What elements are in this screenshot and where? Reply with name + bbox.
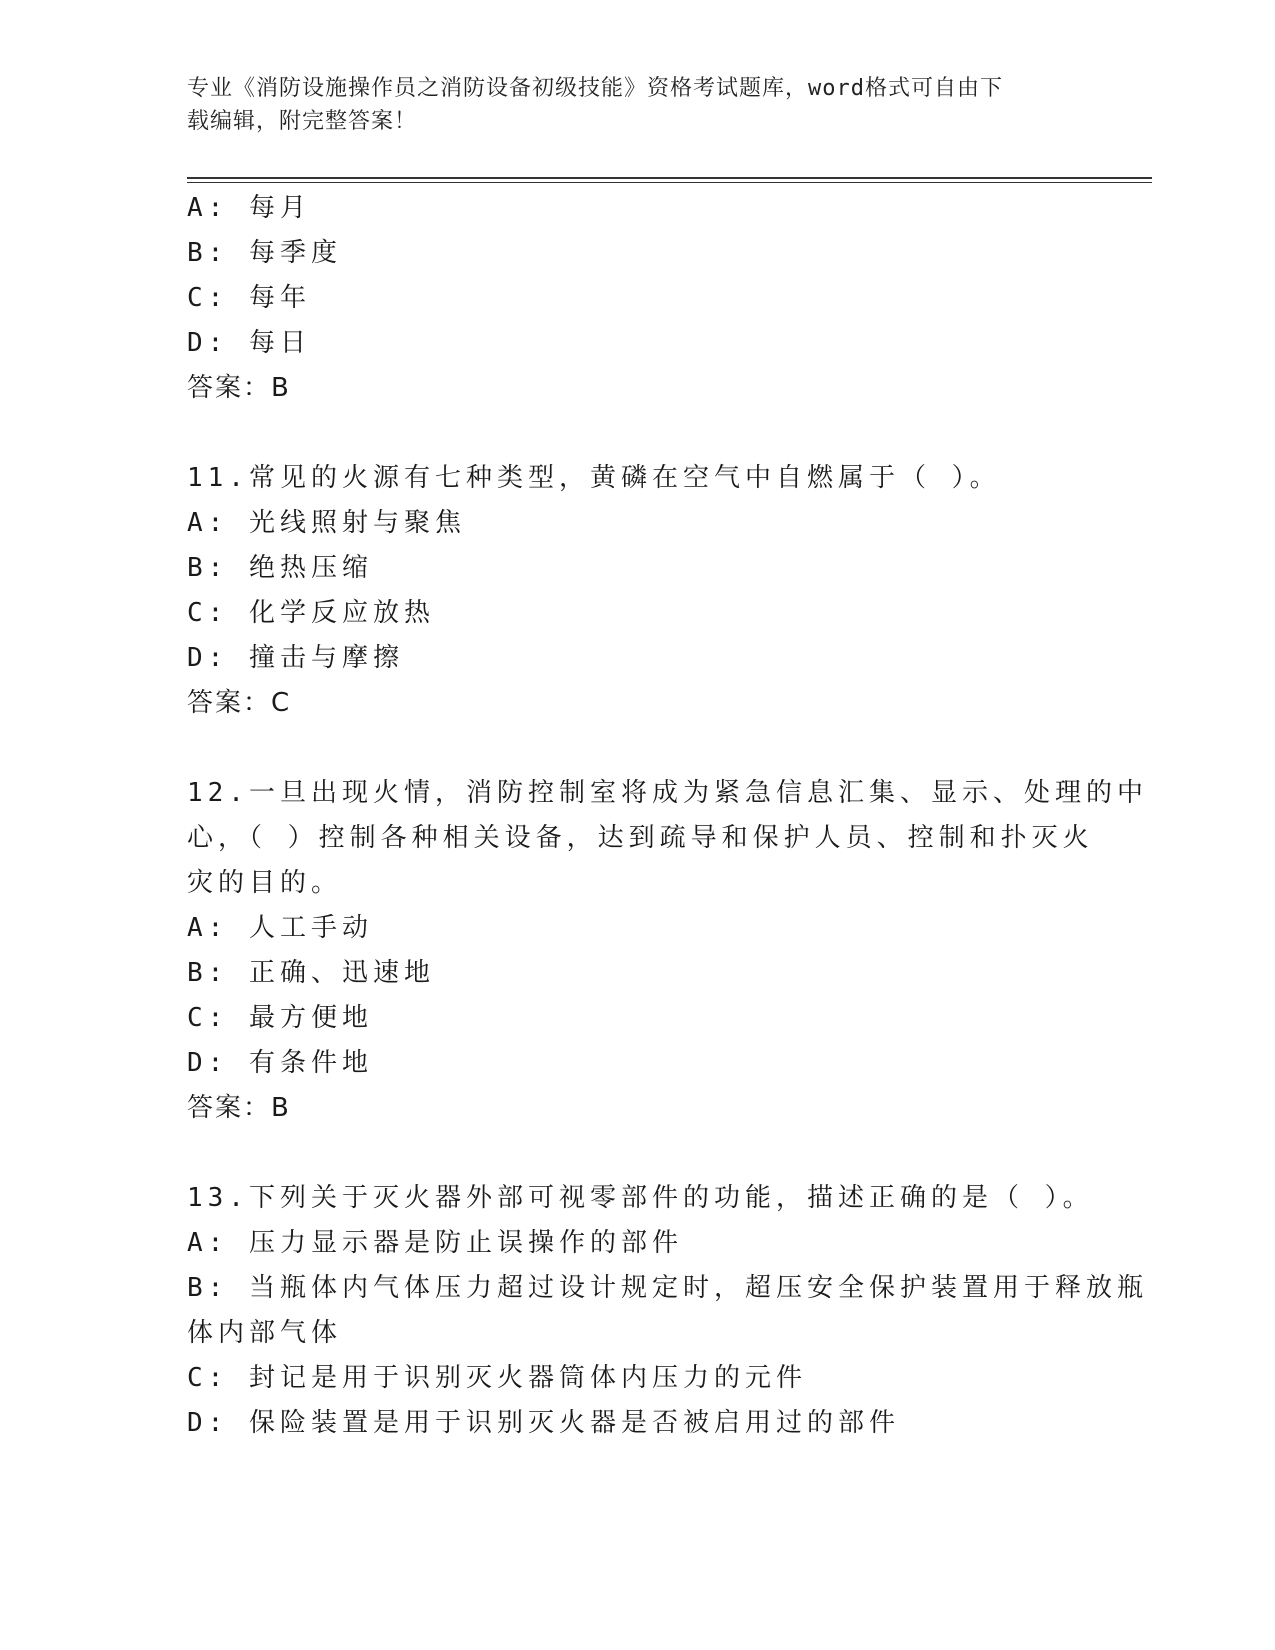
- q11-option-d: D: 撞击与摩擦: [187, 643, 404, 673]
- q11-answer: 答案：C: [187, 688, 292, 718]
- q10-option-c: C: 每年: [187, 283, 311, 313]
- q12-option-b: B: 正确、迅速地: [187, 958, 435, 988]
- q13-option-b-continued: 体内部气体: [187, 1318, 343, 1348]
- q12-answer: 答案：B: [187, 1093, 291, 1123]
- q11-stem: 11.常见的火源有七种类型，黄磷在空气中自燃属于（ ）。: [187, 463, 1001, 493]
- q13-option-a: A: 压力显示器是防止误操作的部件: [187, 1228, 683, 1258]
- q13-stem: 13.下列关于灭火器外部可视零部件的功能，描述正确的是（ ）。: [187, 1183, 1094, 1213]
- q12-stem-line-3: 灾的目的。: [187, 868, 343, 898]
- q12-option-c: C: 最方便地: [187, 1003, 373, 1033]
- q12-option-a: A: 人工手动: [187, 913, 373, 943]
- q10-option-d: D: 每日: [187, 328, 311, 358]
- q13-option-d: D: 保险装置是用于识别灭火器是否被启用过的部件: [187, 1408, 900, 1438]
- q11-option-a: A: 光线照射与聚焦: [187, 508, 466, 538]
- q10-option-a: A: 每月: [187, 193, 311, 223]
- q10-option-b: B: 每季度: [187, 238, 342, 268]
- q11-option-b: B: 绝热压缩: [187, 553, 373, 583]
- q13-option-c: C: 封记是用于识别灭火器筒体内压力的元件: [187, 1363, 807, 1393]
- header-line-1: 专业《消防设施操作员之消防设备初级技能》资格考试题库，word格式可自由下: [187, 76, 1003, 101]
- header-divider-thick: [187, 177, 1152, 179]
- q13-option-b: B: 当瓶体内气体压力超过设计规定时，超压安全保护装置用于释放瓶: [187, 1273, 1148, 1303]
- q10-answer: 答案：B: [187, 373, 291, 403]
- q12-option-d: D: 有条件地: [187, 1048, 373, 1078]
- q12-stem-line-2: 心，（ ）控制各种相关设备，达到疏导和保护人员、控制和扑灭火: [187, 823, 1094, 853]
- q11-option-c: C: 化学反应放热: [187, 598, 435, 628]
- header-divider-thin: [187, 182, 1152, 183]
- document-header: [187, 72, 1087, 138]
- header-line-2: 载编辑，附完整答案！: [187, 109, 418, 134]
- q12-stem-line-1: 12.一旦出现火情，消防控制室将成为紧急信息汇集、显示、处理的中: [187, 778, 1148, 808]
